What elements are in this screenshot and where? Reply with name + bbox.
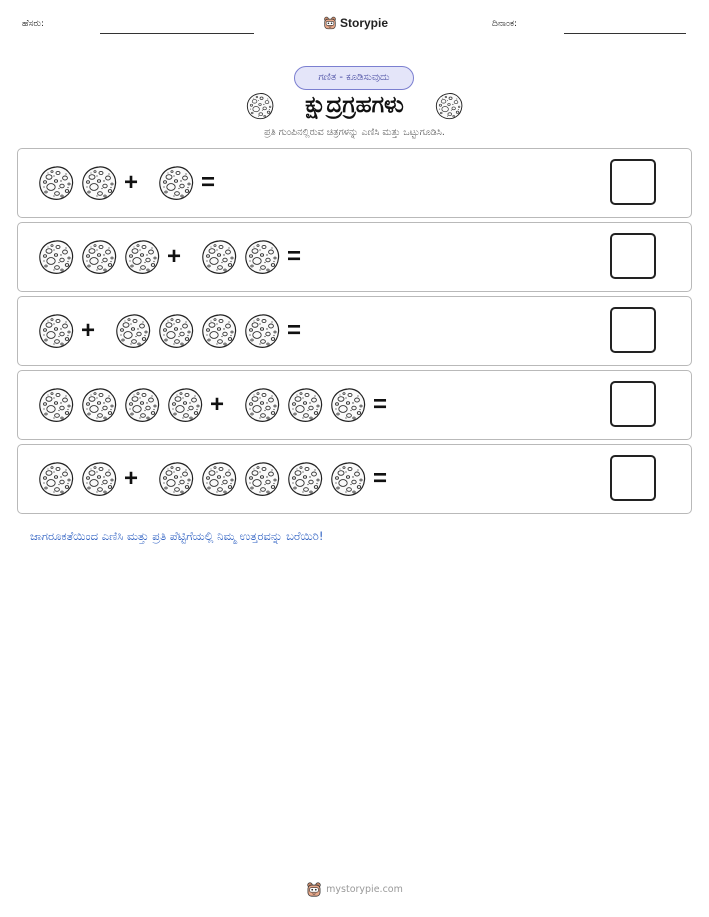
asteroid-icon xyxy=(38,313,74,349)
equals-sign: = xyxy=(373,391,388,418)
asteroid-icon xyxy=(435,92,463,120)
asteroid-icon xyxy=(38,165,74,201)
answer-box[interactable] xyxy=(610,307,656,353)
left-group xyxy=(38,461,124,497)
asteroid-icon xyxy=(201,239,237,275)
right-group xyxy=(158,165,201,201)
asteroid-icon xyxy=(124,387,160,423)
date-field-line[interactable] xyxy=(564,33,686,34)
problem-row xyxy=(17,148,692,218)
problem-expression xyxy=(38,223,321,291)
worksheet-header xyxy=(0,14,709,38)
asteroid-icon xyxy=(287,387,323,423)
problem-expression xyxy=(38,297,321,365)
problem-row xyxy=(17,222,692,292)
storypie-mascot-icon xyxy=(306,881,322,898)
asteroid-icon xyxy=(201,313,237,349)
name-field-line[interactable] xyxy=(100,33,254,34)
asteroid-icon xyxy=(115,313,151,349)
equals-sign: = xyxy=(373,465,388,492)
page-title: ಕ್ಷುದ್ರಗ್ರಹಗಳು xyxy=(305,92,404,118)
asteroid-icon xyxy=(38,461,74,497)
asteroid-icon xyxy=(158,461,194,497)
left-group xyxy=(38,239,167,275)
asteroid-icon xyxy=(38,387,74,423)
date-label: ದಿನಾಂಕ: xyxy=(492,19,518,29)
problem-row xyxy=(17,444,692,514)
asteroid-icon xyxy=(124,239,160,275)
left-group xyxy=(38,387,210,423)
problem-expression xyxy=(38,371,407,439)
asteroid-icon xyxy=(158,313,194,349)
plus-sign: + xyxy=(124,169,139,196)
equals-sign: = xyxy=(201,169,216,196)
instructions: ಪ್ರತಿ ಗುಂಪಿನಲ್ಲಿರುವ ಚಿತ್ರಗಳನ್ನು ಎಣಿಸಿ ಮತ್ತು ಒಟ್ಟುಗೂಡಿಸಿ. xyxy=(264,127,445,138)
answer-box[interactable] xyxy=(610,381,656,427)
plus-sign: + xyxy=(210,391,225,418)
right-group xyxy=(115,313,287,349)
left-group xyxy=(38,165,124,201)
equals-sign: = xyxy=(287,317,302,344)
plus-sign: + xyxy=(124,465,139,492)
storypie-mascot-icon xyxy=(323,15,337,31)
name-label: ಹೆಸರು: xyxy=(22,19,45,29)
site-footer xyxy=(0,881,709,898)
title-row xyxy=(0,90,709,122)
answer-box[interactable] xyxy=(610,159,656,205)
answer-box[interactable] xyxy=(610,233,656,279)
asteroid-icon xyxy=(330,461,366,497)
right-group xyxy=(244,387,373,423)
asteroid-icon xyxy=(158,165,194,201)
site-url: mystorypie.com xyxy=(326,884,403,895)
asteroid-icon xyxy=(81,387,117,423)
asteroid-icon xyxy=(244,461,280,497)
brand-name: Storypie xyxy=(340,16,389,30)
right-group xyxy=(158,461,373,497)
plus-sign: + xyxy=(167,243,182,270)
asteroid-icon xyxy=(201,461,237,497)
asteroid-icon xyxy=(330,387,366,423)
subject-badge: ಗಣಿತ - ಕೂಡಿಸುವುದು xyxy=(294,66,414,90)
asteroid-icon xyxy=(287,461,323,497)
problem-row xyxy=(17,296,692,366)
asteroid-icon xyxy=(81,461,117,497)
plus-sign: + xyxy=(81,317,96,344)
right-group xyxy=(201,239,287,275)
asteroid-icon xyxy=(244,313,280,349)
problem-expression xyxy=(38,445,407,513)
asteroid-icon xyxy=(38,239,74,275)
problem-expression xyxy=(38,149,235,217)
asteroid-icon xyxy=(244,239,280,275)
problem-row xyxy=(17,370,692,440)
storypie-logo xyxy=(323,14,388,32)
left-group xyxy=(38,313,81,349)
asteroid-icon xyxy=(244,387,280,423)
asteroid-icon xyxy=(81,239,117,275)
footer-note: ಜಾಗರೂಕತೆಯಿಂದ ಎಣಿಸಿ ಮತ್ತು ಪ್ರತಿ ಪೆಟ್ಟಿಗೆಯಲ್ಲಿ ನಿಮ್ಮ ಉತ್ತರವನ್ನು ಬರೆಯಿರಿ! xyxy=(30,529,324,543)
asteroid-icon xyxy=(167,387,203,423)
equals-sign: = xyxy=(287,243,302,270)
asteroid-icon xyxy=(81,165,117,201)
answer-box[interactable] xyxy=(610,455,656,501)
